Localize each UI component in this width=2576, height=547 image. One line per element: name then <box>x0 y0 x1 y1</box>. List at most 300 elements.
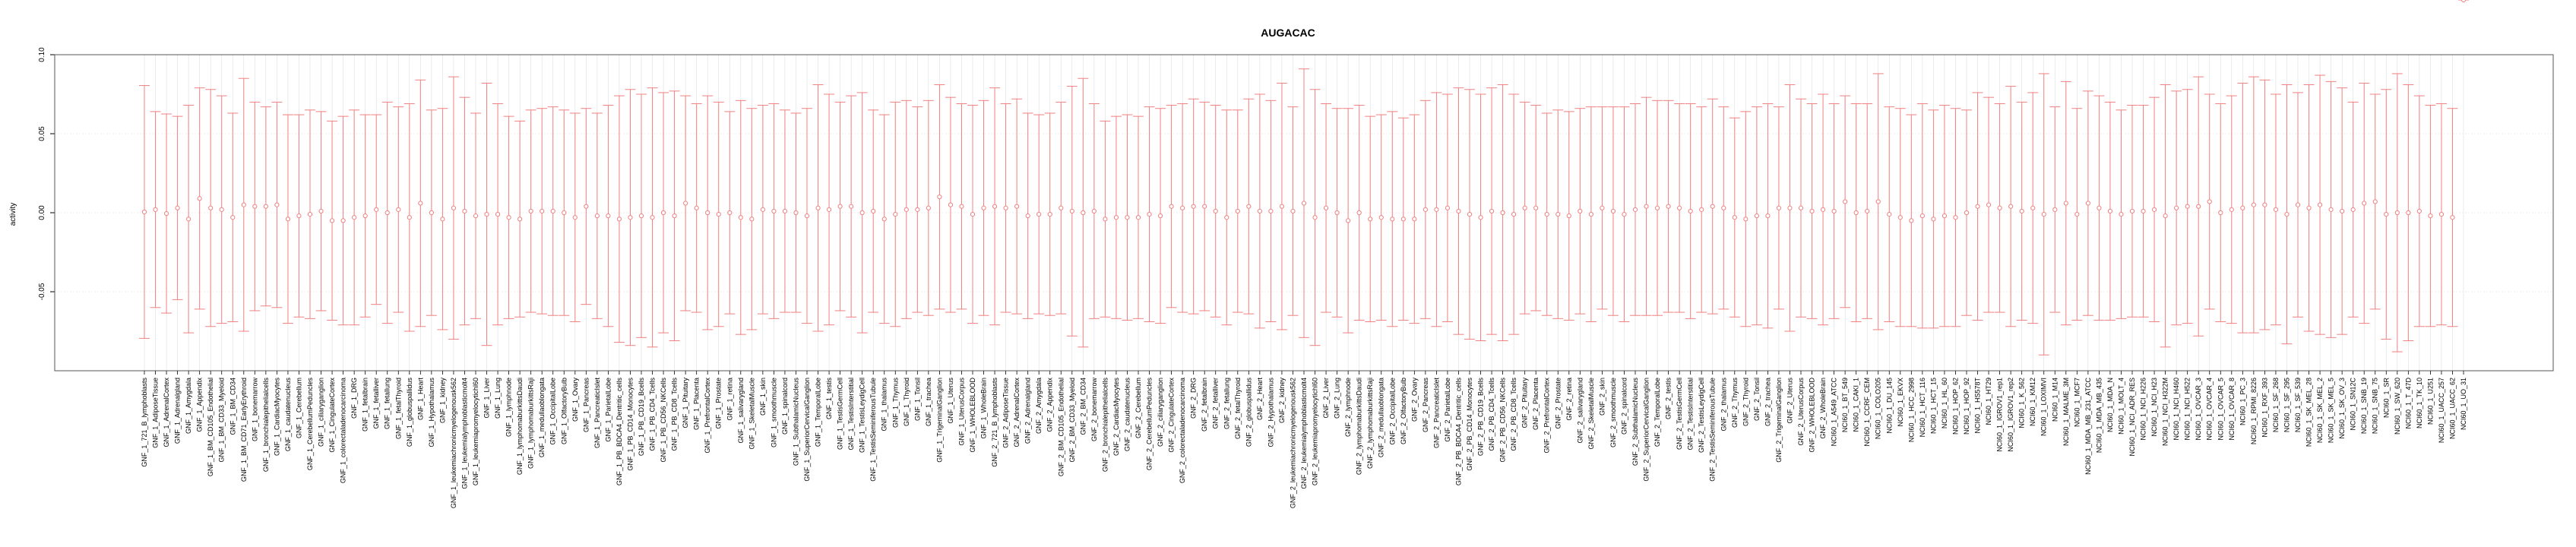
x-tick-label: GNF_1_PB_BDCA4_Dentritic_cells <box>615 378 623 486</box>
data-point <box>2351 207 2355 211</box>
data-point <box>1457 209 1460 213</box>
x-tick-label: NCI60_1_BT_549 <box>1841 378 1850 433</box>
data-point <box>1467 212 1471 216</box>
data-point <box>1633 207 1637 211</box>
data-point <box>783 209 786 213</box>
data-point <box>672 214 676 218</box>
y-axis-label: activity <box>9 202 17 226</box>
x-tick-label: GNF_2_Adrenalgland <box>1024 378 1032 444</box>
data-point <box>2175 206 2179 210</box>
x-tick-label: GNF_2_721_B_lymphoblasts <box>991 378 999 467</box>
data-point <box>1512 212 1516 216</box>
x-tick-label: GNF_1_UterusCorpus <box>957 378 966 446</box>
x-tick-label: NCI60_1_M14 <box>2051 378 2059 422</box>
data-point <box>2064 201 2068 205</box>
x-tick-label: GNF_1_lymphomaburkittsRaji <box>527 378 535 470</box>
data-point <box>2152 207 2156 211</box>
data-point <box>1015 204 1019 208</box>
data-point <box>242 203 245 207</box>
data-point <box>142 210 146 213</box>
x-tick-label: GNF_1_PB_CD19_Bcells <box>638 378 645 457</box>
x-tick-label: GNF_2_PancreaticIslet <box>1432 378 1441 449</box>
x-tick-label: NCI60_1_NCI_H322M <box>2161 378 2169 447</box>
data-point <box>1125 216 1129 220</box>
x-tick-label: NCI60_1_SF_268 <box>2271 378 2280 433</box>
x-tick-label: NCI60_1_NCI_H226 <box>2139 378 2147 441</box>
data-point <box>2108 209 2112 213</box>
data-point <box>1048 212 1052 216</box>
data-point <box>573 216 577 220</box>
data-point <box>1092 209 1096 213</box>
x-tick-label: GNF_2_Amygdala <box>1035 378 1043 435</box>
data-point <box>153 207 157 211</box>
data-point <box>2086 201 2090 205</box>
x-tick-label: GNF_1_TestisSeminiferousTubule <box>869 378 878 482</box>
x-tick-label: GNF_1_Cerebellum <box>295 378 303 439</box>
data-point <box>1920 214 1924 218</box>
x-tick-label: NCI60_1_HS578T <box>1973 378 1982 434</box>
data-point <box>1037 212 1041 216</box>
x-tick-label: GNF_2_PB_CD19_Bcells <box>1476 378 1485 457</box>
data-point <box>2207 200 2211 204</box>
x-tick-label: GNF_1_Appendix <box>195 378 204 432</box>
x-tick-label: GNF_2_fetalThyroid <box>1233 378 1242 440</box>
x-tick-label: GNF_1_AdrenalCortex <box>163 378 171 447</box>
x-tick-label: NCI60_1_HOP_62 <box>1951 378 1960 435</box>
data-point <box>1225 216 1229 220</box>
data-point <box>308 212 312 216</box>
data-point <box>1678 206 1682 210</box>
data-point <box>1866 209 1869 213</box>
x-tick-label: NCI60_1_U251 <box>2426 378 2435 425</box>
x-tick-label: NCI60_1_SNB_75 <box>2371 378 2379 435</box>
x-tick-label: GNF_1_TemporalLobe <box>814 378 822 447</box>
x-tick-label: GNF_2_leukemiachronicmyelogenousk562 <box>1289 378 1297 509</box>
data-point <box>2395 210 2399 214</box>
data-point <box>1136 216 1140 220</box>
data-point <box>1722 206 1726 210</box>
x-tick-label: GNF_2_SkeletalMuscle <box>1587 378 1595 450</box>
data-point <box>595 214 599 218</box>
y-tick-label: -0.05 <box>38 283 46 301</box>
x-tick-label: GNF_2_lymphomaburkittsDaudi <box>1355 378 1363 476</box>
x-tick-label: GNF_1_fetallung <box>383 378 391 430</box>
x-tick-label: GNF_1_TestisGermCell <box>836 378 844 451</box>
y-tick-label: 0.05 <box>38 126 46 141</box>
data-point <box>1710 204 1714 208</box>
x-tick-label: NCI60_1_MDA_MB_231_ATCC <box>2084 378 2092 475</box>
data-point <box>970 212 974 216</box>
x-tick-label: NCI60_1_EKVX <box>1896 378 1904 427</box>
data-point <box>2020 209 2024 213</box>
x-tick-label: NCI60_1_NCI_H522 <box>2183 378 2191 441</box>
x-tick-label: GNF_2_medullaoblongata <box>1377 378 1385 458</box>
x-tick-label: GNF_2_fetalliver <box>1211 378 1220 429</box>
data-point <box>1976 204 1979 208</box>
data-point <box>1236 209 1239 213</box>
x-tick-label: NCI60_1_NCI_H460 <box>2173 378 2181 441</box>
data-point <box>2307 206 2311 210</box>
x-tick-label: GNF_1_SubthalamicNucleus <box>792 378 800 466</box>
x-tick-label: GNF_1_Ovary <box>571 378 579 422</box>
x-tick-label: GNF_1_Pituitary <box>682 378 690 428</box>
data-point <box>904 207 908 211</box>
data-point <box>1269 209 1273 213</box>
data-point <box>1479 216 1483 220</box>
x-tick-label: GNF_2_retina <box>1565 378 1573 421</box>
data-point <box>894 212 897 216</box>
data-point <box>1799 206 1802 210</box>
data-point <box>816 206 820 210</box>
x-tick-label: GNF_1_testis <box>825 378 834 420</box>
x-tick-label: GNF_1_AdiposeTissue <box>151 378 160 448</box>
x-tick-label: NCI60_1_MOLT_4 <box>2117 378 2125 435</box>
data-point <box>518 217 522 221</box>
data-point <box>2163 214 2167 218</box>
data-point <box>1026 214 1030 218</box>
x-tick-label: GNF_2_leukemialymphoblasticmolt4 <box>1300 378 1308 489</box>
data-point <box>385 210 389 214</box>
data-point <box>794 210 798 214</box>
x-tick-label: GNF_1_medullaoblongata <box>538 378 546 458</box>
data-point <box>1578 209 1582 213</box>
x-tick-label: GNF_2_smoothmuscle <box>1609 378 1617 448</box>
x-tick-label: GNF_2_Tonsil <box>1752 378 1761 422</box>
data-point <box>1954 216 1957 220</box>
x-tick-label: GNF_1_WholeBrain <box>979 378 988 439</box>
x-tick-label: GNF_2_colorectaladenocarcinoma <box>1179 378 1187 484</box>
x-tick-label: GNF_1_DRG <box>350 378 359 419</box>
data-point <box>1600 206 1604 210</box>
data-point <box>1324 206 1328 210</box>
x-tick-label: GNF_2_Pancreas <box>1421 378 1429 433</box>
data-point <box>2417 209 2421 213</box>
x-tick-label: GNF_2_BM_CD105_Endothelial <box>1057 378 1065 477</box>
data-point <box>772 209 776 213</box>
data-point <box>231 216 235 220</box>
data-point <box>1910 219 1913 223</box>
data-point <box>1191 204 1195 208</box>
x-tick-label: NCI60_1_UACC_257 <box>2437 378 2445 444</box>
x-tick-label: GNF_2_UterusCorpus <box>1797 378 1805 446</box>
x-tick-label: GNF_2_DRG <box>1189 378 1198 419</box>
data-point <box>717 212 720 216</box>
data-point <box>419 201 422 205</box>
data-point <box>2407 210 2410 214</box>
x-tick-label: GNF_2_SuperiorCervicalGanglion <box>1642 378 1650 482</box>
data-point <box>639 214 643 218</box>
data-point <box>1302 201 1305 205</box>
data-point <box>1214 209 1217 213</box>
x-tick-label: NCI60_1_DU_145 <box>1885 378 1894 434</box>
data-point <box>872 209 875 213</box>
data-point <box>960 204 964 208</box>
data-point <box>1898 216 1902 220</box>
x-tick-label: NCI60_1_SK_OV_3 <box>2338 378 2347 439</box>
x-tick-label: GNF_1_PB_CD56_NKCells <box>660 378 668 463</box>
data-point <box>2241 206 2245 210</box>
x-tick-label: NCI60_1_COLO205 <box>1874 378 1882 440</box>
data-point <box>1391 217 1394 221</box>
data-point <box>728 210 732 214</box>
x-tick-label: GNF_1_BM_CD33_Myeloid <box>217 378 226 463</box>
data-point <box>739 216 742 220</box>
data-point <box>1655 206 1659 210</box>
data-point <box>187 217 191 221</box>
x-tick-label: GNF_1_PancreaticIslet <box>593 378 601 449</box>
x-tick-label: GNF_2_spinalcord <box>1620 378 1628 435</box>
x-tick-label: GNF_2_WHOLEBLOOD <box>1808 378 1816 453</box>
data-point <box>1501 210 1505 214</box>
data-point <box>2263 203 2267 207</box>
x-tick-label: NCI60_1_OVCAR_3 <box>2195 378 2203 441</box>
data-point <box>275 203 279 207</box>
x-tick-label: GNF_1_SuperiorCervicalGanglion <box>803 378 811 482</box>
x-tick-label: GNF_1_PB_CD14_Monocytes <box>626 378 635 471</box>
data-point <box>1733 216 1736 220</box>
x-tick-label: GNF_1_leukemialymphoblasticmolt4 <box>460 378 469 489</box>
data-point <box>2318 203 2321 207</box>
data-point <box>330 219 334 223</box>
data-point <box>1070 209 1074 213</box>
x-tick-label: GNF_2_skin <box>1598 378 1606 416</box>
x-tick-label: GNF_2_Lung <box>1333 378 1341 419</box>
series-markers <box>139 0 2469 355</box>
x-tick-label: GNF_1_smoothmuscle <box>770 378 778 448</box>
data-point <box>882 217 886 221</box>
data-point <box>1523 206 1527 210</box>
x-tick-label: NCI60_1_PC_3 <box>2239 378 2247 426</box>
data-point <box>2285 212 2289 216</box>
x-tick-label: GNF_1_ParietalLobe <box>604 378 612 442</box>
x-tick-label: GNF_1_kidney <box>438 378 447 424</box>
data-point <box>1942 214 1946 218</box>
x-tick-label: GNF_2_lymphomaburkittsRaji <box>1366 378 1375 470</box>
data-point <box>363 214 367 218</box>
data-point <box>684 201 688 205</box>
x-tick-label: GNF_2_PB_CD56_NKCells <box>1498 378 1507 463</box>
x-tick-label: NCI60_1_HCT_116 <box>1918 378 1926 438</box>
x-tick-label: GNF_2_Thymus <box>1730 378 1739 428</box>
data-point <box>1258 209 1261 213</box>
x-tick-label: GNF_2_Appendix <box>1046 378 1054 432</box>
x-tick-label: GNF_1_Placenta <box>692 378 701 431</box>
x-tick-label: GNF_1_Amygdala <box>185 378 193 435</box>
x-tick-label: GNF_1_SkeletalMuscle <box>748 378 756 450</box>
data-point <box>1777 206 1780 210</box>
data-point <box>2451 216 2454 220</box>
x-tick-label: GNF_2_lymphnode <box>1344 378 1353 438</box>
data-point <box>562 210 566 214</box>
data-point <box>2053 207 2057 211</box>
data-point <box>1114 216 1118 220</box>
x-tick-label: GNF_1_Thymus <box>891 378 900 428</box>
x-tick-label: NCI60_1_RPMI_8226 <box>2249 378 2258 445</box>
x-tick-label: GNF_2_Placenta <box>1532 378 1540 431</box>
x-tick-label: NCI60_1_HL_60 <box>1940 378 1948 429</box>
data-point <box>264 204 267 208</box>
data-point <box>1280 204 1283 208</box>
data-point <box>1821 207 1824 211</box>
data-point <box>1413 217 1416 221</box>
x-tick-label: GNF_2_TestisGermCell <box>1676 378 1684 451</box>
x-tick-label: GNF_2_Prostate <box>1554 378 1562 429</box>
x-tick-label: GNF_2_AdrenalCortex <box>1013 378 1021 447</box>
data-point <box>606 214 610 218</box>
x-tick-label: NCI60_1_T_47D <box>2404 378 2413 429</box>
data-point <box>1611 209 1615 213</box>
data-point <box>761 207 764 211</box>
data-point <box>992 204 996 208</box>
x-tick-label: GNF_1_Pancreas <box>582 378 590 433</box>
data-point <box>485 212 489 216</box>
data-point <box>441 217 445 221</box>
x-tick-label: NCI60_1_HOP_92 <box>1963 378 1970 435</box>
x-tick-label: GNF_2_fetallung <box>1223 378 1231 430</box>
data-point <box>1788 206 1792 210</box>
data-point <box>1059 206 1063 210</box>
x-tick-label: GNF_2_OccipitalLobe <box>1388 378 1397 445</box>
y-tick-label: 0.10 <box>38 47 46 62</box>
data-point <box>164 211 168 215</box>
data-point <box>926 206 930 210</box>
x-tick-label: GNF_2_Hypothalamus <box>1267 378 1275 447</box>
x-tick-label: GNF_2_PB_BDCA4_Dentritic_cells <box>1454 378 1463 486</box>
x-tick-label: GNF_2_BM_CD34 <box>1079 378 1087 435</box>
x-tick-label: NCI60_1_HCT_15 <box>1929 378 1938 435</box>
data-point <box>2340 209 2344 213</box>
data-point <box>2461 0 2465 2</box>
data-point <box>495 212 499 216</box>
x-tick-label: GNF_1_Liver <box>483 378 491 419</box>
x-tick-label: GNF_2_thalamus <box>1720 378 1728 432</box>
x-tick-label: GNF_2_Uterus <box>1786 378 1794 424</box>
x-tick-label: NCI60_1_A549_ATCC <box>1830 378 1838 447</box>
data-point <box>584 204 588 208</box>
data-point <box>507 216 511 220</box>
data-point <box>1755 214 1758 218</box>
data-point <box>1556 212 1560 216</box>
data-point <box>948 203 952 207</box>
data-point <box>341 219 345 223</box>
x-tick-label: GNF_2_Heart <box>1255 378 1264 421</box>
data-point <box>650 216 654 220</box>
x-tick-label: GNF_1_CingulateCortex <box>328 378 337 453</box>
x-tick-label: GNF_2_TestisInterstitial <box>1686 378 1695 451</box>
x-tick-label: GNF_1_caudatenucleus <box>283 378 292 452</box>
data-point <box>1445 206 1449 210</box>
data-point <box>1810 209 1814 213</box>
x-tick-label: GNF_1_trachea <box>924 378 932 427</box>
data-point <box>695 206 698 210</box>
x-tick-label: GNF_1_spinalcord <box>780 378 789 435</box>
x-tick-label: NCI60_1_KM12 <box>2029 378 2037 427</box>
x-tick-label: NCI60_1_OVCAR_5 <box>2217 378 2225 441</box>
x-tick-label: GNF_2_SubthalamicNucleus <box>1631 378 1639 466</box>
data-point <box>1335 210 1339 214</box>
data-point <box>1622 212 1626 216</box>
data-point <box>1888 212 1891 216</box>
data-point <box>1181 206 1185 210</box>
data-point <box>1203 204 1207 208</box>
x-tick-label: GNF_1_thalamus <box>880 378 888 432</box>
x-tick-label: GNF_2_CardiacMyocytes <box>1112 378 1120 457</box>
x-tick-label: GNF_2_TemporalLobe <box>1654 378 1662 447</box>
data-point <box>2185 204 2189 208</box>
data-point <box>1103 217 1107 221</box>
x-tick-label: NCI60_1_SK_MEL_2 <box>2316 378 2324 444</box>
x-tick-label: NCI60_1_SW_620 <box>2393 378 2401 435</box>
data-point <box>1843 200 1847 204</box>
x-tick-label: GNF_2_bonemarrow <box>1090 378 1098 442</box>
data-point <box>628 216 632 220</box>
data-point <box>982 206 986 210</box>
data-point <box>2373 200 2377 204</box>
x-tick-label: GNF_1_BM_CD105_Endothelial <box>207 378 215 477</box>
data-point <box>1545 212 1549 216</box>
data-point <box>1435 207 1438 211</box>
x-tick-label: GNF_1_bonemarrow <box>251 378 259 442</box>
data-point <box>916 207 919 211</box>
x-tick-label: GNF_2_PB_CD4_Tcells <box>1488 378 1496 451</box>
x-tick-label: NCI60_1_IGROV1_rep2 <box>2007 378 2015 452</box>
x-tick-label: GNF_2_CerebellumPeduncles <box>1145 378 1154 471</box>
x-axis <box>141 371 2467 508</box>
data-point <box>1832 209 1836 213</box>
data-point <box>2439 212 2443 216</box>
x-tick-label: NCI60_1_SF_295 <box>2283 378 2291 433</box>
x-tick-label: NCI60_1_SK_MEL_28 <box>2305 378 2313 447</box>
x-tick-label: GNF_2_PB_CD8_Tcells <box>1510 378 1518 451</box>
x-tick-label: GNF_1_salivarygland <box>736 378 745 444</box>
x-tick-label: GNF_1_retina <box>726 378 734 421</box>
x-tick-label: GNF_1_721_B_lymphoblasts <box>141 378 148 467</box>
data-point <box>220 207 223 211</box>
data-point <box>176 206 179 210</box>
x-tick-label: GNF_2_Liver <box>1322 378 1331 419</box>
x-tick-label: GNF_2_WholeBrain <box>1819 378 1828 439</box>
data-point <box>407 216 411 220</box>
data-point <box>2362 201 2366 205</box>
x-tick-label: GNF_1_bronchialepithelialcells <box>261 378 270 473</box>
x-tick-label: NCI60_1_HT29 <box>1985 378 1993 425</box>
x-tick-label: GNF_2_AdiposeTissue <box>1002 378 1010 448</box>
x-tick-label: NCI60_1_NCI_ADR_RES <box>2128 378 2136 457</box>
data-point <box>2042 212 2046 216</box>
data-point <box>2130 209 2134 213</box>
x-tick-label: NCI60_1_MCF7 <box>2073 378 2081 428</box>
x-tick-label: GNF_2_BM_CD33_Myeloid <box>1068 378 1076 463</box>
data-point <box>209 206 213 210</box>
data-point <box>1986 203 1990 207</box>
data-point <box>2197 204 2201 208</box>
x-tick-label: NCI60_1_UO_31 <box>2460 378 2467 431</box>
x-tick-label: GNF_1_PB_CD4_Tcells <box>648 378 657 451</box>
x-tick-label: GNF_1_OccipitalLobe <box>549 378 557 445</box>
x-tick-label: GNF_1_leukemiachronicmyelogenousk562 <box>449 378 457 509</box>
data-point <box>198 197 201 201</box>
x-tick-label: NCI60_1_UACC_62 <box>2448 378 2457 440</box>
data-point <box>286 217 290 221</box>
x-tick-label: GNF_1_lymphomaburkittsDaudi <box>516 378 524 476</box>
x-tick-label: GNF_2_fetalbrain <box>1201 378 1209 432</box>
data-point <box>1169 204 1173 208</box>
x-tick-label: GNF_2_TestisLeydigCell <box>1698 378 1706 454</box>
data-point <box>2075 212 2079 216</box>
x-tick-label: GNF_1_Hypothalamus <box>427 378 435 447</box>
data-point <box>1876 200 1880 204</box>
data-point <box>1644 204 1648 208</box>
